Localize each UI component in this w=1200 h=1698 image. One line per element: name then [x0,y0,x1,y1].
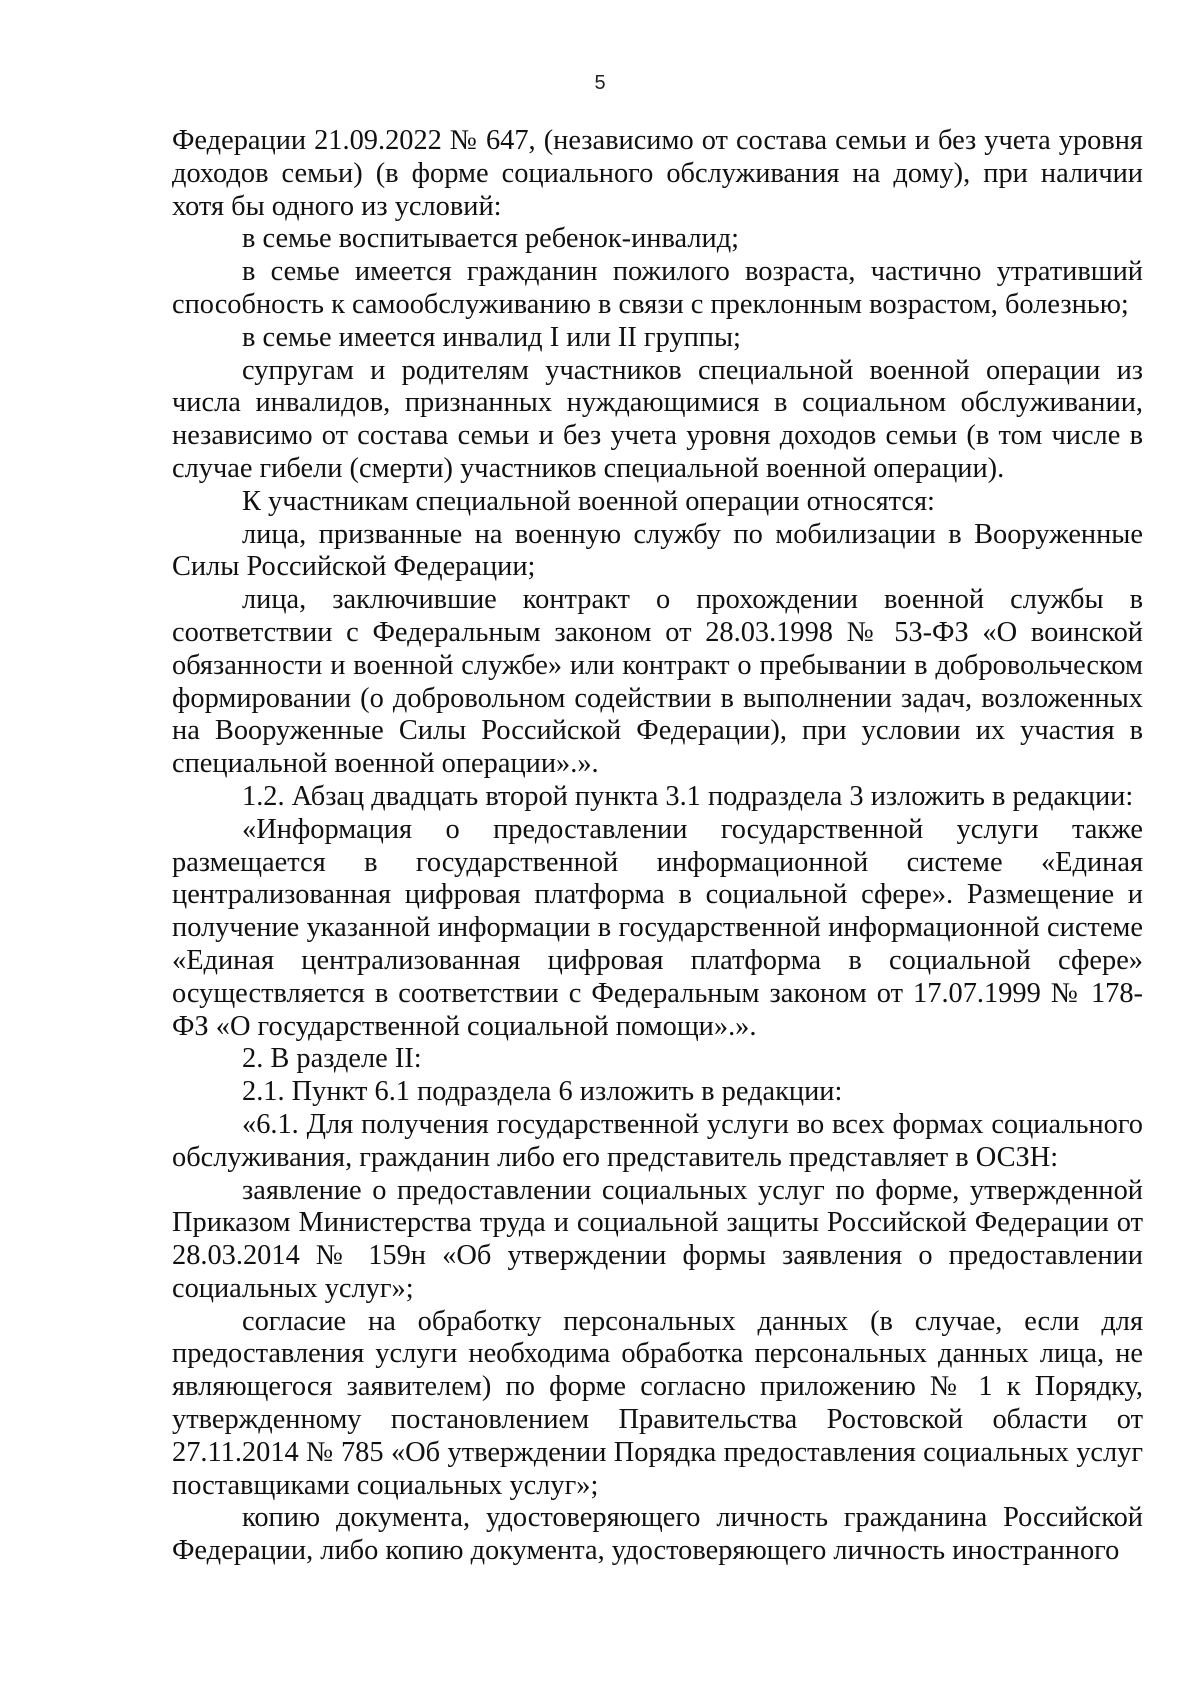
paragraph: в семье имеется гражданин пожилого возраста, частично утративший способность к самообслуживанию в связи с преклонным возрастом, болезнью; [172,256,1143,320]
paragraph-continuation: Федерации 21.09.2022 № 647, (независимо от состава семьи и без учета уровня доходов семьи) (в форме социального обслуживания на дому), при наличии хотя бы одного из условий: [172,125,1143,222]
paragraph: «6.1. Для получения государственной услуги во всех формах социального обслуживания, гражданин либо его представитель представляет в ОСЗН: [172,1108,1143,1173]
page-number: 5 [594,72,606,94]
paragraph: лица, призванные на военную службу по мобилизации в Вооруженные Силы Российской Федерации; [172,518,1143,583]
paragraph: согласие на обработку персональных данных (в случае, если для предоставления услуги необходима обработка персональных данных лица, не являющегося заявителем) по форме согласно приложению № 1 к Порядку, утвержденному постановлением Правительства Ростовской области от 27.11.2014 № 785 «Об утверждении Порядка предоставления социальных услуг поставщиками социальных услуг»; [172,1305,1143,1501]
paragraph: «Информация о предоставлении государственной услуги также размещается в государственной информационной системе «Единая централизованная цифровая платформа в социальной сфере». Размещение и получение указанной информации в государственной информационной системе «Единая централизованная цифровая платформа в социальной сфере» осуществляется в соответствии с Федеральным законом от 17.07.1999 № 178-ФЗ «О государственной социальной помощи».». [172,813,1143,1042]
paragraph: 2. В разделе II: [242,1043,422,1075]
paragraph: в семье имеется инвалид I или II группы; [242,321,741,353]
paragraph: заявление о предоставлении социальных услуг по форме, утвержденной Приказом Министерства труда и социальной защиты Российской Федерации от 28.03.2014 № 159н «Об утверждении формы заявления о предоставлении социальных услуг»; [172,1174,1143,1304]
paragraph: супругам и родителям участников специальной военной операции из числа инвалидов, признанных нуждающимися в социальном обслуживании, независимо от состава семьи и без учета уровня доходов семьи (в том числе в случае гибели (смерти) участников специальной военной операции). [172,354,1143,484]
paragraph: 1.2. Абзац двадцать второй пункта 3.1 подраздела 3 изложить в редакции: [242,780,1134,812]
paragraph: копию документа, удостоверяющего личность гражданина Российской Федерации, либо копию документа, удостоверяющего личность иностранного [172,1502,1143,1567]
paragraph: лица, заключившие контракт о прохождении военной службы в соответствии с Федеральным законом от 28.03.1998 № 53-ФЗ «О воинской обязанности и военной службе» или контракт о пребывании в добровольческом формировании (о добровольном содействии в выполнении задач, возложенных на Вооруженные Силы Российской Федерации), при условии их участия в специальной военной операции».». [172,584,1143,780]
paragraph: в семье воспитывается ребенок-инвалид; [242,223,740,255]
paragraph: 2.1. Пункт 6.1 подраздела 6 изложить в редакции: [242,1076,843,1108]
document-body [172,125,1143,1568]
paragraph: К участникам специальной военной операции относятся: [242,485,935,517]
